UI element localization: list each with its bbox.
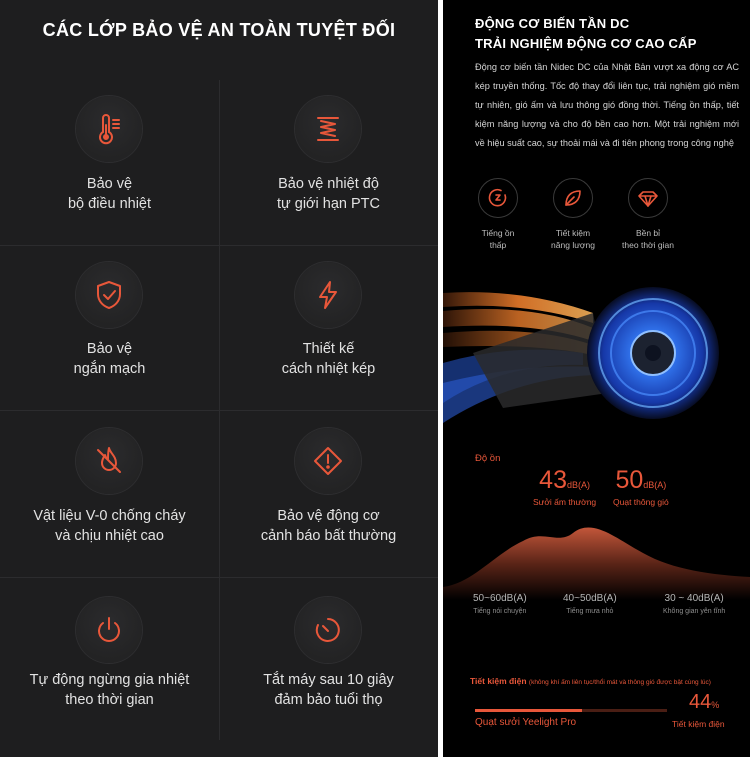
leaf-icon bbox=[553, 178, 593, 218]
timer-icon bbox=[295, 597, 361, 663]
safety-item-label: Tắt máy sau 10 giây đảm bảo tuổi thọ bbox=[263, 672, 394, 708]
power-icon bbox=[76, 597, 142, 663]
shield-check-icon bbox=[76, 262, 142, 328]
motor-subheading: TRẢI NGHIỆM ĐỘNG CƠ CAO CẤP bbox=[475, 36, 697, 51]
safety-item bbox=[0, 577, 219, 742]
safety-item-label: Bảo vệ bộ điều nhiệt bbox=[67, 176, 152, 212]
lightning-icon bbox=[295, 262, 361, 328]
saving-bar-fill bbox=[475, 709, 582, 712]
flame-off-icon bbox=[76, 428, 142, 494]
low-noise-icon bbox=[478, 178, 518, 218]
safety-item-label: Vật liệu V-0 chống cháy và chịu nhiệt cao bbox=[33, 508, 186, 544]
feature-item bbox=[613, 178, 683, 251]
noise-curve bbox=[443, 515, 750, 600]
safety-title: CÁC LỚP BẢO VỆ AN TOÀN TUYỆT ĐỐI bbox=[42, 20, 396, 40]
feature-label: Bền bỉ theo thời gian bbox=[622, 228, 674, 250]
safety-item-label: Bảo vệ nhiệt độ tự giới hạn PTC bbox=[276, 176, 381, 212]
saving-percent: 44% bbox=[689, 691, 720, 713]
motor-illustration bbox=[443, 283, 750, 433]
thermometer-icon bbox=[76, 96, 142, 162]
noise-title: Độ ồn bbox=[475, 453, 501, 464]
safety-item bbox=[0, 410, 219, 575]
safety-item-label: Tự động ngừng gia nhiệt theo thời gian bbox=[29, 672, 190, 708]
feature-item bbox=[538, 178, 608, 251]
noise-level: 40~50dB(A) Tiếng mưa nhỏ bbox=[563, 593, 617, 615]
safety-item bbox=[219, 80, 438, 245]
saving-bar bbox=[475, 709, 667, 712]
saving-percent-caption: Tiết kiệm điện bbox=[672, 719, 725, 729]
safety-item-label: Bảo vệ động cơ cảnh báo bất thường bbox=[260, 508, 397, 544]
safety-item bbox=[219, 410, 438, 575]
saving-product: Quạt sưởi Yeelight Pro bbox=[475, 717, 577, 728]
feature-label: Tiếng ồn thấp bbox=[481, 228, 515, 250]
safety-item-label: Thiết kế cách nhiệt kép bbox=[281, 341, 376, 377]
spring-icon bbox=[295, 96, 361, 162]
safety-item bbox=[219, 245, 438, 410]
safety-item-label: Bảo vệ ngắn mạch bbox=[73, 341, 146, 377]
motor-description: Động cơ biến tần Nidec DC của Nhật Bản vượt xa động cơ AC kép truyền thống. Tốc độ thay đổi liên tục, trải nghiệm gió mềm tự nhiên, gió ấm và lưu thông gió đồng thời. Tiếng ồn thấp, tiết kiệm năng lượng và cho độ bền cao hơn. Một trải nghiệm mới về hiệu suất cao, sự thoải mái và đi tiên phong trong công nghệ bbox=[475, 62, 739, 148]
motor-heading: ĐỘNG CƠ BIẾN TẦN DC bbox=[475, 16, 630, 31]
safety-item bbox=[219, 577, 438, 742]
feature-item bbox=[463, 178, 533, 251]
safety-item bbox=[0, 245, 219, 410]
motor-panel bbox=[443, 0, 750, 757]
noise-level: 50~60dB(A) Tiếng nói chuyện bbox=[473, 593, 527, 615]
noise-value: 43dB(A) Sưởi ấm thường bbox=[533, 466, 597, 507]
noise-level: 30 ~ 40dB(A) Không gian yên tĩnh bbox=[663, 593, 726, 615]
warning-icon bbox=[295, 428, 361, 494]
safety-item bbox=[0, 80, 219, 245]
diamond-icon bbox=[628, 178, 668, 218]
saving-label: Tiết kiệm điện (không khí ấm liên tục/thổi mát và thông gió được bật cùng lúc) bbox=[470, 676, 711, 686]
noise-value: 50dB(A) Quạt thông gió bbox=[613, 466, 669, 507]
feature-label: Tiết kiệm năng lượng bbox=[551, 228, 595, 250]
